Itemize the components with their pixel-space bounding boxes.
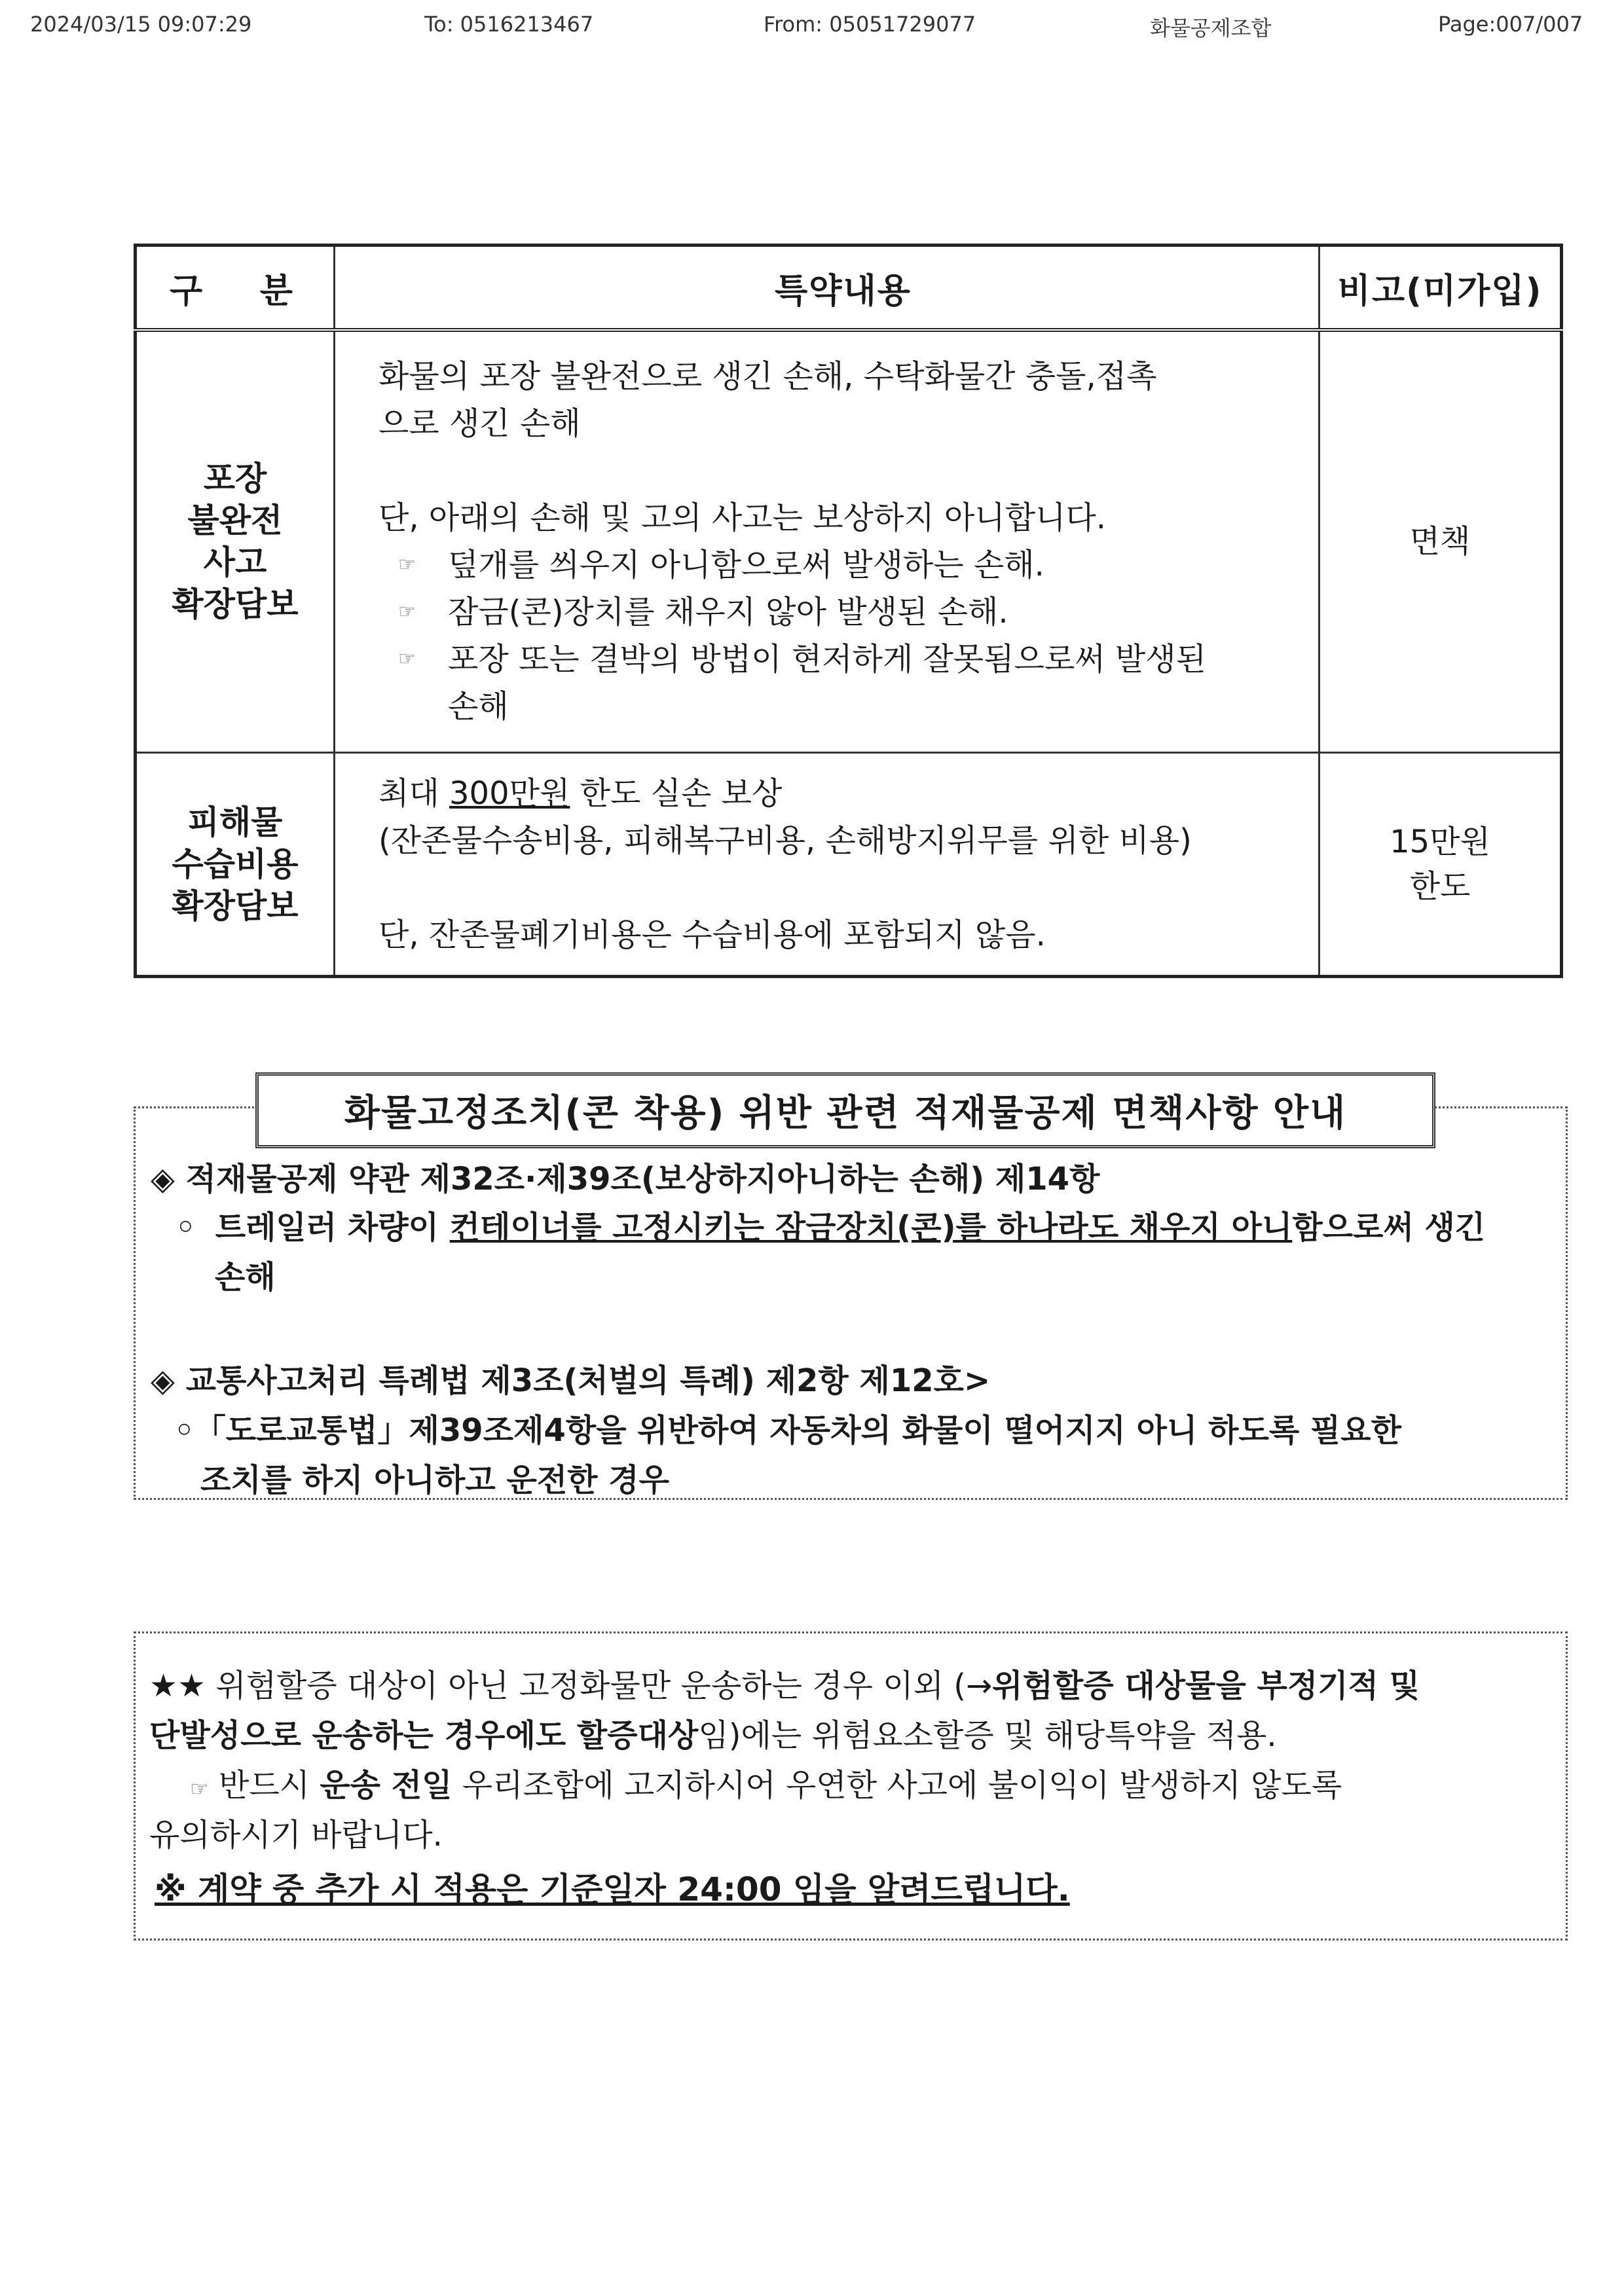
content-exception: 단, 아래의 손해 및 고의 사고는 보상하지 아니합니다. bbox=[378, 500, 1107, 537]
fax-header bbox=[0, 12, 1624, 45]
exemption-title: 화물고정조치(콘 착용) 위반 관련 적재물공제 면책사항 안내 bbox=[255, 1072, 1435, 1148]
bullet-item: ☞ 포장 또는 결박의 방법이 현저하게 잘못됨으로써 발생된 bbox=[378, 636, 1279, 683]
pointing-hand-icon: ☞ bbox=[190, 1776, 209, 1801]
diamond-icon: ◈ bbox=[151, 1161, 175, 1197]
table-header-row bbox=[136, 246, 1562, 331]
category-line: 포장 bbox=[203, 460, 267, 498]
content-intro-line: 화물의 포장 불완전으로 생긴 손해, 수탁화물간 충돌,접촉 bbox=[378, 358, 1157, 395]
notice-line: 유의하시기 바랍니다. bbox=[149, 1817, 443, 1853]
notice-line: ★★ 위험할증 대상이 아닌 고정화물만 운송하는 경우 이외 (→위험할증 대상물을 부정기적 및 bbox=[149, 1667, 1420, 1704]
fax-date: 2024/03/15 09:07:29 bbox=[30, 12, 252, 37]
content-intro-line: 으로 생긴 손해 bbox=[378, 405, 581, 443]
pointing-hand-icon: ☞ bbox=[398, 647, 416, 671]
exemption-item-text-continued: 조치를 하지 아니하고 운전한 경우 bbox=[200, 1462, 669, 1499]
category-line: 수습비용 bbox=[172, 845, 299, 883]
fax-to: To: 0516213467 bbox=[424, 12, 594, 37]
category-line: 피해물 bbox=[187, 803, 283, 841]
special-terms-table bbox=[134, 244, 1563, 978]
row-note bbox=[1320, 752, 1562, 976]
row-content bbox=[335, 752, 1320, 976]
category-line: 확장담보 bbox=[172, 886, 299, 925]
fax-sender: 화물공제조합 bbox=[1150, 16, 1272, 41]
row-category bbox=[136, 752, 335, 976]
bullet-icon: ◦ bbox=[174, 1412, 194, 1449]
notice-line: ☞ 반드시 운송 전일 우리조합에 고지하시어 우연한 사고에 불이익이 발생하지 않도록 bbox=[190, 1767, 1342, 1804]
fax-from: From: 05051729077 bbox=[764, 12, 976, 37]
notice-final-line: ※ 계약 중 추가 시 적용은 기준일자 24:00 임을 알려드립니다. bbox=[155, 1870, 1070, 1908]
bullet-icon: ◦ bbox=[175, 1209, 196, 1246]
note-line: 15만원 bbox=[1390, 823, 1490, 860]
header-note: 비고(미가입) bbox=[1320, 246, 1562, 331]
exemption-item-text: ◦ 트레일러 차량이 컨테이너를 고정시키는 잠금장치(콘)를 하나라도 채우지 아니함으로써 생긴 bbox=[175, 1209, 1486, 1246]
note-line: 한도 bbox=[1409, 867, 1471, 905]
row-category bbox=[136, 330, 335, 752]
category-line: 사고 bbox=[203, 543, 267, 582]
content-line: (잔존물수송비용, 피해복구비용, 손해방지위무를 위한 비용) bbox=[378, 822, 1192, 859]
row-content bbox=[335, 330, 1320, 752]
limit-amount: 300만원 bbox=[449, 774, 570, 812]
exemption-item-heading: ◈ 적재물공제 약관 제32조·제39조(보상하지아니하는 손해) 제14항 bbox=[151, 1161, 1100, 1197]
category-line: 불완전 bbox=[187, 501, 283, 540]
header-category: 구 분 bbox=[136, 246, 335, 331]
exemption-item-text: ◦「도로교통법」제39조제4항을 위반하여 자동차의 화물이 떨어지지 아니 하도록 필요한 bbox=[174, 1412, 1402, 1449]
stars-icon: ★★ bbox=[149, 1667, 206, 1704]
table-row bbox=[136, 752, 1562, 976]
fax-page: Page:007/007 bbox=[1438, 12, 1583, 37]
pointing-hand-icon: ☞ bbox=[398, 600, 416, 624]
exemption-item-heading: ◈ 교통사고처리 특례법 제3조(처벌의 특례) 제2항 제12호> bbox=[151, 1362, 991, 1399]
content-exception: 단, 잔존물폐기비용은 수습비용에 포함되지 않음. bbox=[378, 916, 1046, 953]
row-note: 면책 bbox=[1320, 330, 1562, 752]
diamond-icon: ◈ bbox=[151, 1362, 175, 1399]
bullet-item: ☞ 덮개를 씌우지 아니함으로써 발생하는 손해. bbox=[378, 541, 1279, 589]
bullet-item-continued: 손해 bbox=[448, 688, 509, 725]
exemption-item-text-continued: 손해 bbox=[215, 1259, 276, 1296]
content-line: 최대 300만원 한도 실손 보상 bbox=[378, 774, 783, 812]
notice-line: 단발성으로 운송하는 경우에도 할증대상임)에는 위험요소할증 및 해당특약을 적용. bbox=[149, 1717, 1277, 1754]
pointing-hand-icon: ☞ bbox=[398, 553, 416, 577]
category-line: 확장담보 bbox=[172, 585, 299, 624]
header-content: 특약내용 bbox=[335, 246, 1320, 331]
table-row bbox=[136, 330, 1562, 752]
bullet-item: ☞ 잠금(콘)장치를 채우지 않아 발생된 손해. bbox=[378, 589, 1279, 636]
